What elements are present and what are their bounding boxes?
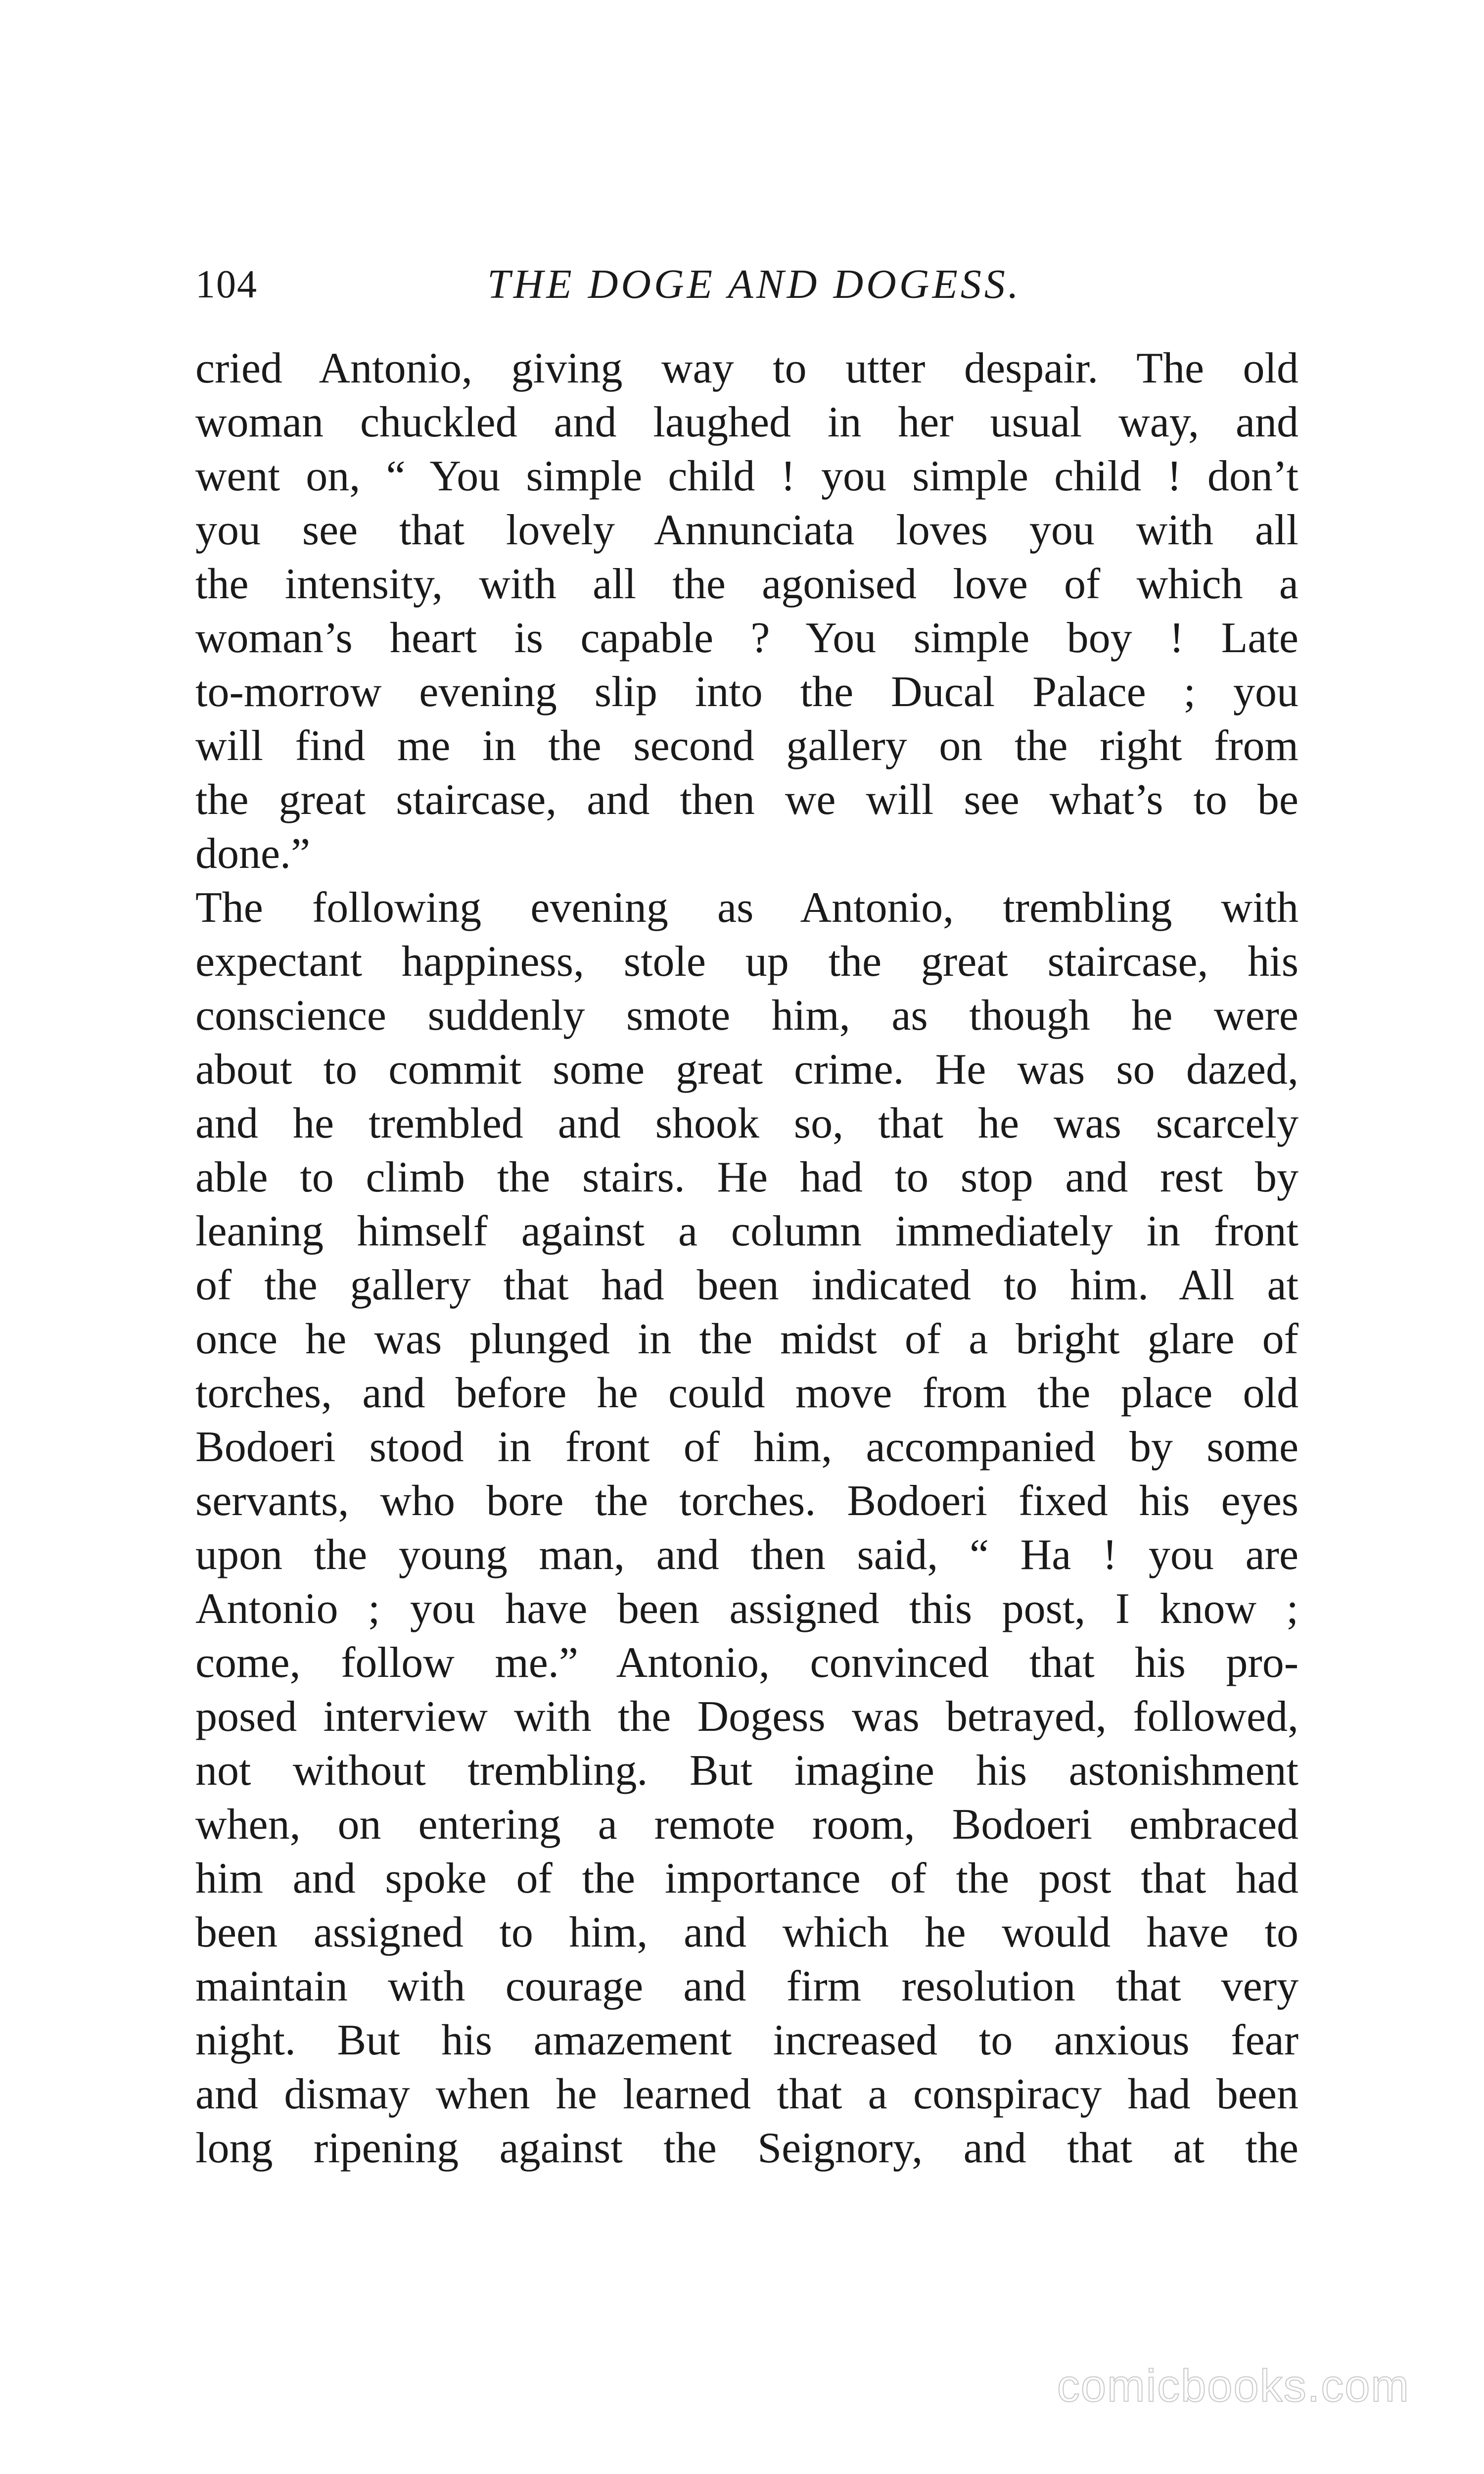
text-line: you see that lovely Annunciata loves you with all <box>195 506 1298 554</box>
text-line: cried Antonio, giving way to utter despair. The old <box>195 344 1298 392</box>
text-line: leaning himself against a column immediately in front <box>195 1207 1298 1255</box>
text-line: to-morrow evening slip into the Ducal Palace ; you <box>195 668 1298 716</box>
text-line: long ripening against the Seignory, and that at the <box>195 2124 1298 2172</box>
watermark: comicbooks.com <box>1057 2361 1410 2411</box>
text-line: able to climb the stairs. He had to stop and rest by <box>195 1153 1298 1201</box>
running-title: THE DOGE AND DOGESS. <box>487 261 1021 307</box>
text-line: woman’s heart is capable ? You simple boy ! Late <box>195 614 1298 662</box>
text-line: and he trembled and shook so, that he was scarcely <box>195 1099 1298 1147</box>
text-line: woman chuckled and laughed in her usual way, and <box>195 398 1298 446</box>
text-line: once he was plunged in the midst of a bright glare of <box>195 1315 1298 1363</box>
text-line: come, follow me.” Antonio, convinced that his pro- <box>195 1639 1298 1687</box>
text-line: The following evening as Antonio, trembling with <box>195 884 1298 932</box>
text-line: him and spoke of the importance of the post that had <box>195 1855 1298 1903</box>
page-number: 104 <box>195 263 258 306</box>
text-line: about to commit some great crime. He was so dazed, <box>195 1046 1298 1094</box>
text-line: been assigned to him, and which he would have to <box>195 1908 1298 1956</box>
text-line: Antonio ; you have been assigned this post, I know ; <box>195 1585 1298 1633</box>
text-line: will find me in the second gallery on the right from <box>195 722 1298 770</box>
text-line: and dismay when he learned that a conspiracy had been <box>195 2070 1298 2118</box>
text-line: expectant happiness, stole up the great staircase, his <box>195 938 1298 986</box>
text-line: servants, who bore the torches. Bodoeri fixed his eyes <box>195 1477 1298 1525</box>
text-line: of the gallery that had been indicated to him. All at <box>195 1261 1298 1309</box>
text-line: went on, “ You simple child ! you simple child ! don’t <box>195 452 1298 500</box>
text-line: the great staircase, and then we will see what’s to be <box>195 776 1298 824</box>
text-line: posed interview with the Dogess was betrayed, followed, <box>195 1693 1298 1741</box>
text-line: torches, and before he could move from the place old <box>195 1369 1298 1417</box>
text-line: the intensity, with all the agonised love of which a <box>195 560 1298 608</box>
running-head <box>195 255 1298 314</box>
text-line: night. But his amazement increased to anxious fear <box>195 2016 1298 2064</box>
text-line: done.” <box>195 830 311 878</box>
body-text <box>195 341 1298 2175</box>
text-line: upon the young man, and then said, “ Ha ! you are <box>195 1531 1298 1579</box>
text-line: conscience suddenly smote him, as though he were <box>195 992 1298 1040</box>
text-line: when, on entering a remote room, Bodoeri embraced <box>195 1801 1298 1849</box>
text-line: maintain with courage and firm resolution that very <box>195 1962 1298 2010</box>
text-line: Bodoeri stood in front of him, accompanied by some <box>195 1423 1298 1471</box>
text-line: not without trembling. But imagine his astonishment <box>195 1747 1298 1795</box>
